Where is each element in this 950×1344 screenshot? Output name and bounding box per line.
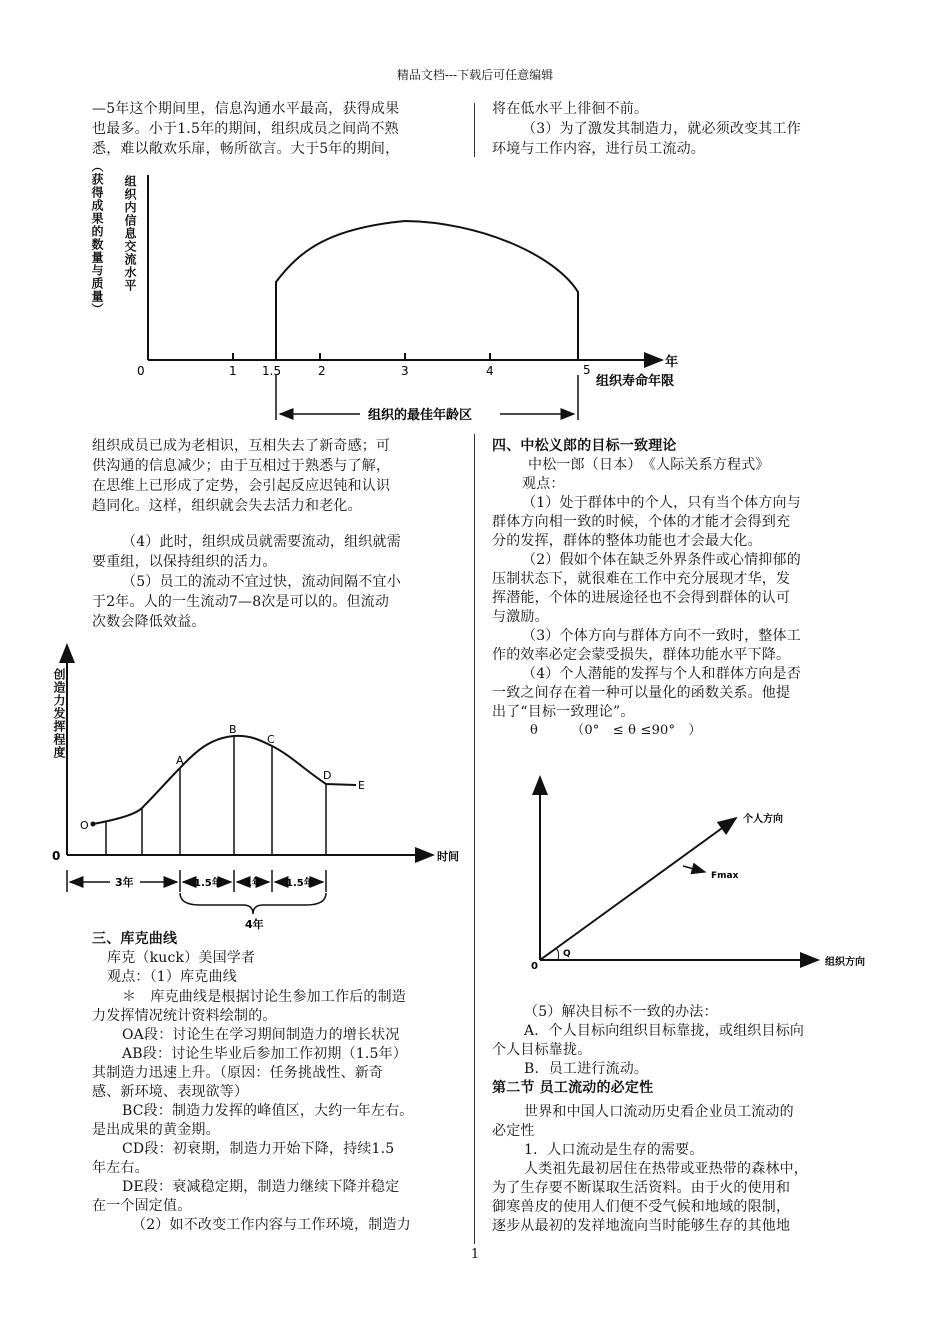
- chart2-label-e: E: [358, 779, 365, 792]
- right-mid-line-6: （2）假如个体在缺乏外界条件或心情抑郁的: [522, 552, 801, 568]
- right-mid-line-11: 作的效率必定会蒙受损失，群体功能水平下降。: [492, 647, 791, 663]
- right-mid-line-14: 出了“目标一致理论”。: [492, 704, 635, 720]
- chart2-label-d: D: [323, 769, 332, 782]
- page-number: 1: [470, 1247, 480, 1262]
- left-mid2-line-1: （4）此时，组织成员就需要流动，组织就需: [122, 534, 401, 550]
- left-mid2-line-4: 于2年。人的一生流动7—8次是可以的。但流动: [92, 594, 390, 610]
- right-bottom-line-2: A．个人目标向组织目标靠拢，或组织目标向: [524, 1023, 805, 1039]
- chart1-tick-label-0: 0: [137, 364, 145, 378]
- chart1-span-label: 组织的最佳年龄区: [368, 408, 473, 423]
- left-bottom-line-15: （2）如不改变工作内容与工作环境，制造力: [132, 1217, 411, 1233]
- chart3-origin: 0: [531, 961, 538, 972]
- right-end-line-4: 人类祖先最初居住在热带或亚热带的森林中，: [524, 1161, 808, 1177]
- chart3-vector: [540, 818, 736, 960]
- left-mid2-line-2: 要重组，以保持组织的活力。: [92, 554, 277, 570]
- left-mid-line-4: 趋同化。这样，组织就会失去活力和老化。: [92, 498, 362, 514]
- right-bottom-line-4: B．员工进行流动。: [524, 1061, 649, 1077]
- left-bottom-line-7: 其制造力迅速上升。（原因：任务挑战性、新奇: [92, 1065, 384, 1081]
- column-divider-top: [474, 103, 475, 157]
- chart1-x-title: 组织寿命年限: [596, 374, 675, 389]
- right-mid-line-13: 一致之间存在着一种可以量化的函数关系。他提: [492, 685, 791, 701]
- left-bottom-line-2: 观点：（1）库克曲线: [107, 969, 237, 985]
- right-mid-line-9: 与激励。: [492, 609, 549, 625]
- chart1-tick-label-15: 1.5: [262, 364, 282, 378]
- left-bottom-line-13: DE段：衰减稳定期，制造力继续下降并稳定: [122, 1179, 400, 1195]
- right-top-line-2: （3）为了激发其制造力，就必须改变其工作: [522, 121, 801, 137]
- chart1-y-label-inner: 组织内信息交流水平: [123, 175, 137, 292]
- right-end-line-6: 御寒兽皮的使用人们便不受气候和地域的限制，: [492, 1199, 791, 1215]
- chart3-vector-label: 个人方向: [743, 814, 783, 825]
- left-bottom-line-3: ＊ 库克曲线是根据讨论生参加工作后的制造: [122, 989, 406, 1005]
- chart3-angle-label: Q: [563, 949, 571, 959]
- left-bottom-line-10: 是出成果的黄金期。: [92, 1122, 220, 1138]
- chart2-brace: [180, 893, 326, 914]
- left-bottom-line-11: CD段：初衰期，制造力开始下降，持续1.5: [122, 1141, 395, 1157]
- left-mid-line-3: 在思维上已形成了定势，会引起反应迟钝和认识: [92, 478, 391, 494]
- theta-range: θ （0° ≤ θ ≤90° ）: [530, 723, 702, 738]
- right-mid-line-3: （1）处于群体中的个人，只有当个体方向与: [522, 495, 801, 511]
- left-bottom-line-14: 在一个固定值。: [92, 1198, 192, 1214]
- chart1-tick-label-4: 4: [486, 364, 494, 378]
- right-end-line-2: 必定性: [492, 1123, 535, 1139]
- left-bottom-line-6: AB段：讨论生毕业后参加工作初期（1.5年）: [122, 1046, 408, 1062]
- left-top-line-3: 悉，难以敞欢乐扉，畅所欲言。大于5年的期间，: [92, 141, 400, 157]
- chart1-y-label-outer: （获得成果的数量与质量）: [90, 160, 104, 316]
- left-top-line-1: —5年这个期间里，信息沟通水平最高，获得成果: [92, 101, 400, 117]
- left-mid2-line-5: 次数会降低效益。: [92, 614, 206, 630]
- chart2-seg1-label: 3年: [115, 876, 134, 889]
- left-mid-line-1: 组织成员已成为老相识，互相失去了新奇感；可: [92, 438, 391, 454]
- right-end-line-1: 世界和中国人口流动历史看企业员工流动的: [524, 1104, 794, 1120]
- chart1-tick-label-1: 1: [229, 364, 237, 378]
- right-mid-line-2: 观点：: [522, 476, 565, 492]
- right-mid-line-1: 中松一郎（日本） 《人际关系方程式》: [528, 457, 770, 473]
- right-mid-line-8: 挥潜能，个体的进展途径也不会得到群体的认可: [492, 590, 791, 606]
- right-top-line-1: 将在低水平上徘徊不前。: [492, 101, 649, 117]
- chart1-tick-label-5: 5: [583, 363, 591, 377]
- chart2-label-c: C: [267, 733, 275, 746]
- right-mid-line-12: （4）个人潜能的发挥与个人和群体方向是否: [522, 666, 801, 682]
- chart3-x-label: 组织方向: [825, 957, 865, 968]
- right-end-line-3: 1．人口流动是生存的需要。: [524, 1142, 704, 1158]
- chart2-svg: [0, 635, 470, 930]
- chart2-label-o: O: [80, 819, 89, 832]
- left-bottom-line-5: OA段：讨论生在学习期间制造力的增长状况: [122, 1027, 400, 1043]
- left-mid2-line-3: （5）员工的流动不宜过快，流动间隔不宜小: [122, 574, 401, 590]
- page-header: 精品文档---下载后可任意编辑: [396, 68, 554, 82]
- section4-title: 四、中松义郎的目标一致理论: [492, 438, 677, 454]
- chart3-svg: [480, 760, 880, 980]
- chart2-curve: [93, 736, 356, 824]
- chart2-brace-label: 4年: [245, 918, 264, 930]
- chart2-point-o: [91, 822, 96, 827]
- chart1-tick-label-2: 2: [318, 364, 326, 378]
- left-bottom-line-12: 年左右。: [92, 1160, 149, 1176]
- left-bottom-line-9: BC段：制造力发挥的峰值区，大约一年左右。: [122, 1103, 414, 1119]
- left-bottom-line-8: 感、新环境、表现欲等）: [92, 1084, 249, 1100]
- left-top-line-2: 也最多。小于1.5年的期间，组织成员之间尚不熟: [92, 121, 399, 137]
- right-bottom-line-3: 个人目标靠拢。: [492, 1042, 592, 1058]
- section3-title: 三、库克曲线: [92, 931, 178, 947]
- left-mid-line-2: 供沟通的信息减少；由于互相过于熟悉与了解，: [92, 458, 391, 474]
- chart1-curve: [276, 221, 578, 360]
- right-bottom-line-1: （5）解决目标不一致的办法：: [524, 1004, 718, 1020]
- chart3-fmax-label: Fmax: [711, 871, 739, 881]
- chart2-seg2-label: 1.5年: [194, 878, 222, 889]
- left-bottom-line-4: 力发挥情况统计资料绘制的。: [92, 1008, 277, 1024]
- chart1-svg: [0, 150, 700, 430]
- section2-title: 第二节 员工流动的必定性: [492, 1080, 654, 1096]
- right-top-line-3: 环境与工作内容，进行员工流动。: [492, 141, 705, 157]
- right-mid-line-5: 分的发挥，群体的整体功能也才会最大化。: [492, 533, 762, 549]
- chart2-label-b: B: [229, 723, 237, 736]
- left-bottom-line-1: 库克（kuck）美国学者: [107, 950, 256, 966]
- right-end-line-5: 为了生存要不断谋取生活资料。由于火的使用和: [492, 1180, 791, 1196]
- chart2-x-label: 时间: [437, 850, 459, 863]
- chart2-label-a: A: [176, 754, 184, 767]
- chart2-seg4-label: 1.5年: [286, 878, 314, 889]
- chart2-seg3-label: 1年: [245, 878, 262, 889]
- right-mid-line-10: （3）个体方向与群体方向不一致时，整体工: [522, 628, 801, 644]
- chart2-origin: 0: [52, 849, 61, 863]
- right-end-line-7: 逐步从最初的发祥地流向当时能够生存的其他地: [492, 1218, 791, 1234]
- column-divider-main: [474, 434, 475, 1244]
- right-mid-line-7: 压制状态下，就很难在工作中充分展现才华，发: [492, 571, 791, 587]
- chart3-fmax-arrow: [683, 866, 705, 872]
- chart1-tick-label-3: 3: [401, 364, 409, 378]
- chart1-x-unit: 年: [665, 355, 679, 370]
- chart2-y-label: 创造力发挥程度: [52, 668, 66, 759]
- right-mid-line-4: 群体方向相一致的时候，个体的才能才会得到充: [492, 514, 791, 530]
